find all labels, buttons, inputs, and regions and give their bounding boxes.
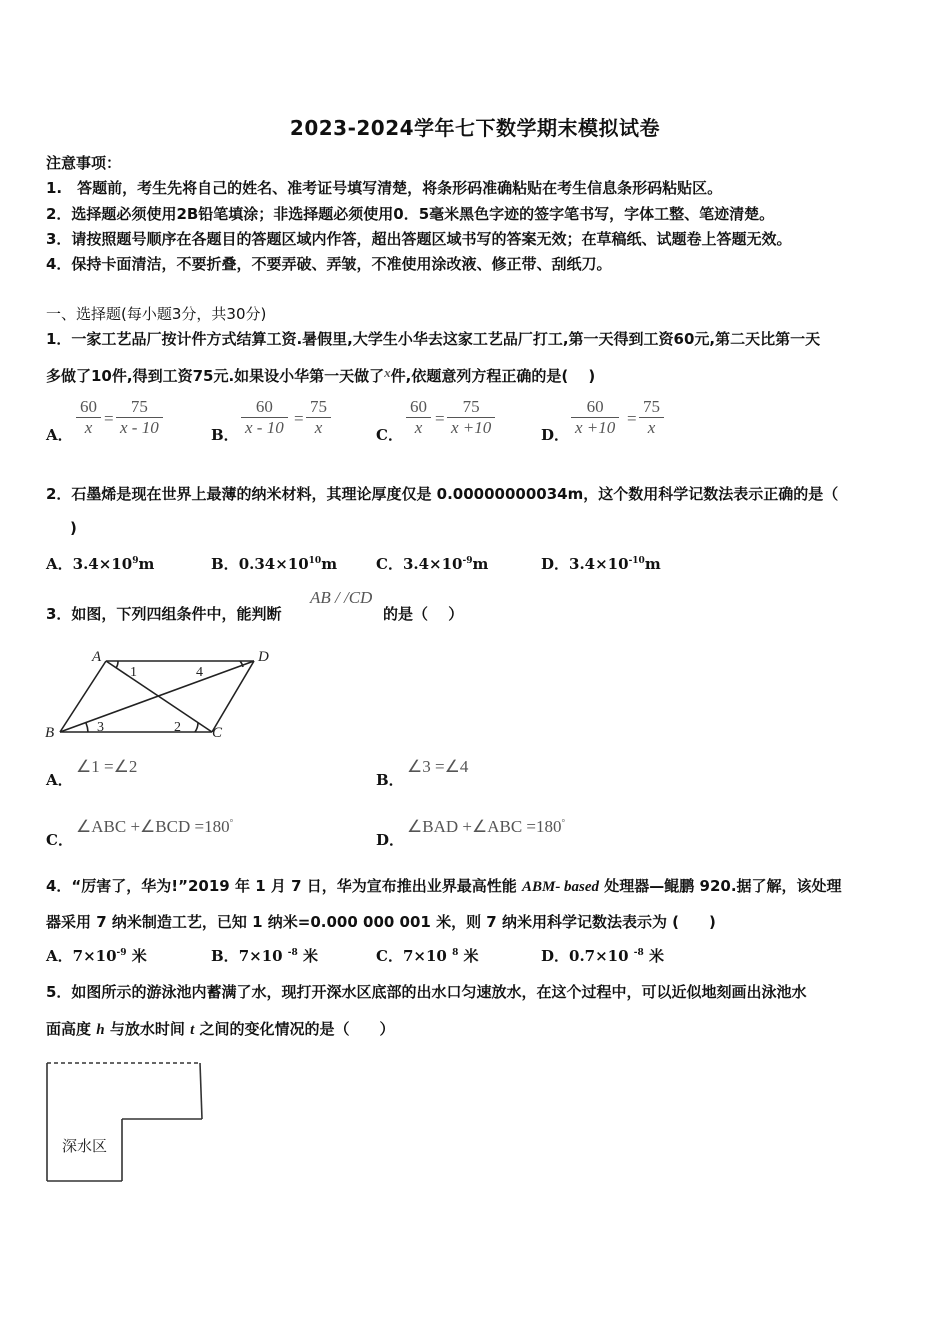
- equals-sign: =: [435, 409, 445, 428]
- section-heading: 一、选择题(每小题3分，共30分): [46, 305, 267, 323]
- question-3-text-2: 的是（ ）: [383, 605, 464, 623]
- point-b-label: B: [45, 725, 55, 741]
- question-1-text-2: 多做了10件,得到工资75元.如果设小华第一天做了x件,依题意列方程正确的是( ): [46, 365, 596, 385]
- fraction: $\frac{60}{x}$: [76, 397, 101, 438]
- question-4-option-a[interactable]: A．$7\times 10^{-9}$ 米: [46, 947, 147, 965]
- option-label: B．: [211, 426, 239, 444]
- question-3-option-d-label[interactable]: D．: [376, 831, 405, 849]
- fraction: $\frac{60}{x - 10}$: [241, 397, 288, 438]
- question-3-option-a[interactable]: ∠1 =∠2: [76, 757, 138, 776]
- question-4-option-c[interactable]: C．7×10 $^8$ 米: [376, 947, 479, 965]
- question-2-text-2: ): [70, 519, 77, 537]
- question-5-text-2: 面高度 h 与放水时间 t 之间的变化情况的是（ ）: [46, 1020, 395, 1038]
- question-2-option-b[interactable]: B．$0.34\times 10^{10}m$: [211, 555, 338, 573]
- equals-sign: =: [104, 409, 114, 428]
- question-3-text: 3．如图，下列四组条件中，能判断: [46, 605, 282, 623]
- question-2-text: 2．石墨烯是现在世界上最薄的纳米材料，其理论厚度仅是 0.00000000034m，这个数用科学记数法表示正确的是（: [46, 485, 839, 503]
- angle-1-label: 1: [130, 665, 137, 680]
- question-3-option-d[interactable]: ∠BAD +∠ABC =180°: [407, 817, 566, 836]
- equals-sign: =: [627, 409, 637, 428]
- point-a-label: A: [92, 649, 102, 665]
- equals-sign: =: [294, 409, 304, 428]
- fraction: $\frac{75}{x}$: [306, 397, 331, 438]
- question-2-option-d[interactable]: D．$3.4\times 10^{-10}m$: [541, 555, 661, 573]
- fraction: $\frac{60}{x +10}$: [571, 397, 619, 438]
- question-4-text: 4．“厉害了，华为!”2019 年 1 月 7 日，华为宣布推出业界最高性能 ABM- based 处理器—鲲鹏 920.据了解，该处理: [46, 877, 842, 895]
- fraction: $\frac{75}{x}$: [639, 397, 664, 438]
- point-d-label: D: [258, 649, 269, 665]
- notice-heading: 注意事项：: [46, 154, 122, 172]
- question-4-option-b[interactable]: B．7×10 $^{-8}$ 米: [211, 947, 319, 965]
- notice-item: 3．请按照题号顺序在各题目的答题区域内作答，超出答题区域书写的答案无效；在草稿纸、试题卷上答题无效。: [46, 230, 792, 248]
- option-label: A．: [46, 426, 73, 444]
- question-3-option-a-label[interactable]: A．: [46, 771, 73, 789]
- deep-water-label: 深水区: [62, 1137, 108, 1155]
- swimming-pool-figure: [40, 1055, 210, 1185]
- question-2-option-c[interactable]: C．$3.4\times 10^{-9}m$: [376, 555, 489, 573]
- point-c-label: C: [212, 725, 223, 741]
- question-3-option-c-label[interactable]: C．: [46, 831, 73, 849]
- question-3-option-c[interactable]: ∠ABC +∠BCD =180°: [76, 817, 234, 836]
- page-title: 2023-2024学年七下数学期末模拟试卷: [289, 116, 661, 140]
- question-1-text: 1．一家工艺品厂按计件方式结算工资.暑假里,大学生小华去这家工艺品厂打工,第一天得到工资60元,第二天比第一天: [46, 330, 821, 348]
- question-5-text: 5．如图所示的游泳池内蓄满了水，现打开深水区底部的出水口匀速放水，在这个过程中，可以近似地刻画出泳池水: [46, 983, 807, 1001]
- angle-2-label: 2: [174, 720, 181, 735]
- question-3-option-b[interactable]: ∠3 =∠4: [407, 757, 469, 776]
- angle-3-label: 3: [97, 720, 104, 735]
- notice-item: 2．选择题必须使用2B铅笔填涂；非选择题必须使用0．5毫米黑色字迹的签字笔书写，字体工整、笔迹清楚。: [46, 205, 775, 223]
- condition-ab-parallel-cd: AB / /CD: [310, 588, 373, 607]
- fraction: $\frac{75}{x - 10}$: [116, 397, 163, 438]
- question-4-option-d[interactable]: D．0.7×10 $^{-8}$ 米: [541, 947, 665, 965]
- angle-4-label: 4: [196, 665, 203, 680]
- notice-item: 4．保持卡面清洁，不要折叠，不要弄破、弄皱，不准使用涂改液、修正带、刮纸刀。: [46, 255, 612, 273]
- option-label: D．: [541, 426, 570, 444]
- question-2-option-a[interactable]: A．$3.4\times 10^9m$: [46, 555, 155, 573]
- question-3-option-b-label[interactable]: B．: [376, 771, 404, 789]
- notice-item: 1. 答题前，考生先将自己的姓名、准考证号填写清楚，将条形码准确粘贴在考生信息条形码粘贴区。: [46, 179, 723, 197]
- variable-x: x: [384, 365, 391, 380]
- parallelogram-figure: [40, 645, 280, 745]
- fraction: $\frac{60}{x}$: [406, 397, 431, 438]
- question-4-text-2: 器采用 7 纳米制造工艺，已知 1 纳米=0.000 000 001 米，则 7 纳米用科学记数法表示为 ( ): [46, 913, 716, 931]
- fraction: $\frac{75}{x +10}$: [447, 397, 495, 438]
- option-label: C．: [376, 426, 403, 444]
